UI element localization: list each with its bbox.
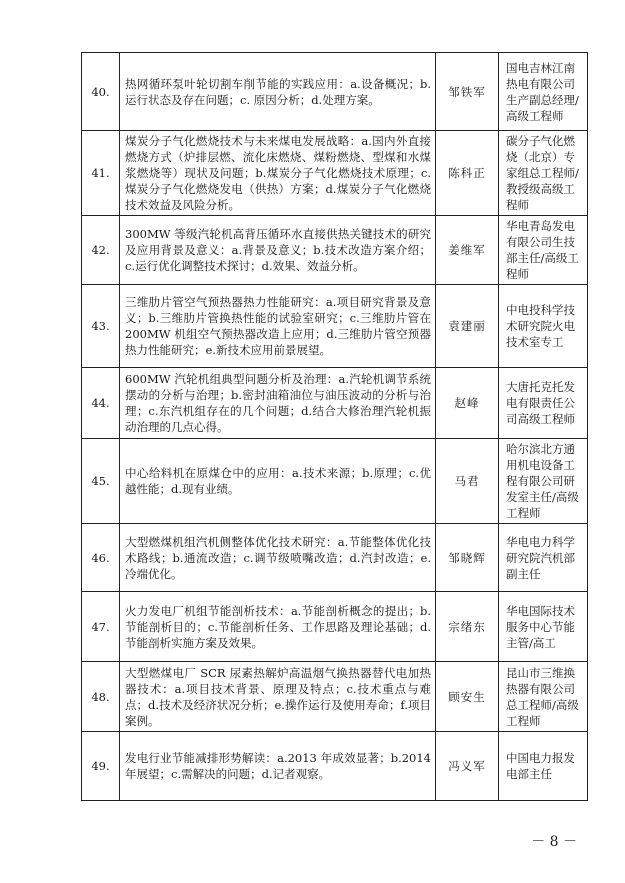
speaker-cell: 邹晓辉 (436, 524, 499, 592)
table-row (82, 131, 588, 216)
topic-cell: 热网循环泵叶轮切割车削节能的实践应用：a.设备概况；b.运行状态及存在问题；c. 原因分析；d.处理方案。 (120, 53, 436, 131)
speaker-cell: 赵峰 (436, 368, 499, 439)
table-row (82, 285, 588, 368)
row-number: 46. (82, 524, 120, 592)
organization-cell: 大唐托克托发电有限责任公司高级工程师 (499, 368, 588, 439)
row-number: 41. (82, 131, 120, 216)
organization-cell: 华电国际技术服务中心节能主管/高工 (499, 592, 588, 662)
organization-cell: 国电吉林江南热电有限公司生产副总经理/高级工程师 (499, 53, 588, 131)
row-number: 42. (82, 216, 120, 285)
row-number: 44. (82, 368, 120, 439)
table-row (82, 592, 588, 662)
speaker-cell: 马君 (436, 439, 499, 524)
topic-cell: 火力发电厂机组节能剖析技术：a.节能剖析概念的提出；b.节能剖析目的；c.节能剖析任务、工作思路及理论基础；d.节能剖析实施方案及效果。 (120, 592, 436, 662)
table-row (82, 53, 588, 131)
topic-cell: 煤炭分子气化燃烧技术与未来煤电发展战略：a.国内外直接燃烧方式（炉排层燃、流化床燃烧、煤粉燃烧、型煤和水煤浆燃烧等）现状及问题；b.煤炭分子气化燃烧技术原理；c.煤炭分子气化燃烧发电（供热）方案；d.煤炭分子气化燃烧技术效益及风险分析。 (120, 131, 436, 216)
table-row (82, 524, 588, 592)
speaker-cell: 袁建丽 (436, 285, 499, 368)
organization-cell: 昆山市三维换热器有限公司总工程师/高级工程师 (499, 662, 588, 732)
organization-cell: 中电投科学技术研究院火电技术室专工 (499, 285, 588, 368)
row-number: 43. (82, 285, 120, 368)
row-number: 49. (82, 732, 120, 801)
table-row (82, 216, 588, 285)
speaker-cell: 顾安生 (436, 662, 499, 732)
organization-cell: 中国电力报发电部主任 (499, 732, 588, 801)
organization-cell: 碳分子气化燃烧（北京）专家组总工程师/教授级高级工程师 (499, 131, 588, 216)
row-number: 45. (82, 439, 120, 524)
topic-cell: 600MW 汽轮机组典型问题分析及治理：a.汽轮机调节系统摆动的分析与治理；b.密封油箱油位与油压波动的分析与治理；c.东汽机组存在的几个问题；d.结合大修治理汽轮机振动治理的几点心得。 (120, 368, 436, 439)
row-number: 47. (82, 592, 120, 662)
speaker-cell: 冯义军 (436, 732, 499, 801)
table-row (82, 439, 588, 524)
organization-cell: 华电电力科学研究院汽机部副主任 (499, 524, 588, 592)
topic-cell: 大型燃煤电厂 SCR 尿素热解炉高温烟气换热器替代电加热器技术：a.项目技术背景、原理及特点；c.技术重点与难点；d.技术及经济状况分析；e.操作运行及使用寿命；f.项目案例。 (120, 662, 436, 732)
organization-cell: 哈尔滨北方通用机电设备工程有限公司研发室主任/高级工程师 (499, 439, 588, 524)
organization-cell: 华电青岛发电有限公司生技部主任/高级工程师 (499, 216, 588, 285)
table-row (82, 662, 588, 732)
topic-cell: 300MW 等级汽轮机高背压循环水直接供热关键技术的研究及应用背景及意义：a.背景及意义；b.技术改造方案介绍；c.运行优化调整技术探讨；d.效果、效益分析。 (120, 216, 436, 285)
topic-cell: 大型燃煤机组汽机侧整体优化技术研究：a.节能整体优化技术路线；b.通流改造；c.调节级喷嘴改造；d.汽封改造；e.冷端优化。 (120, 524, 436, 592)
topic-cell: 三维肋片管空气预热器热力性能研究：a.项目研究背景及意义；b.三维肋片管换热性能的试验室研究；c.三维肋片管在 200MW 机组空气预热器改造上应用；d.三维肋片管空预器热力性能研究；e.新技术应用前景展望。 (120, 285, 436, 368)
speaker-cell: 姜维军 (436, 216, 499, 285)
topic-cell: 发电行业节能减排形势解读：a.2013 年成效显著；b.2014 年展望；c.需解决的问题；d.记者观察。 (120, 732, 436, 801)
topic-cell: 中心给料机在原煤仓中的应用：a.技术来源；b.原理；c.优越性能；d.现有业绩。 (120, 439, 436, 524)
speaker-cell: 陈科正 (436, 131, 499, 216)
speaker-cell: 邹铁军 (436, 53, 499, 131)
schedule-table (81, 52, 588, 801)
row-number: 40. (82, 53, 120, 131)
page-number: － 8 － (531, 834, 577, 850)
row-number: 48. (82, 662, 120, 732)
table-row (82, 732, 588, 801)
table-row (82, 368, 588, 439)
speaker-cell: 宗绪东 (436, 592, 499, 662)
